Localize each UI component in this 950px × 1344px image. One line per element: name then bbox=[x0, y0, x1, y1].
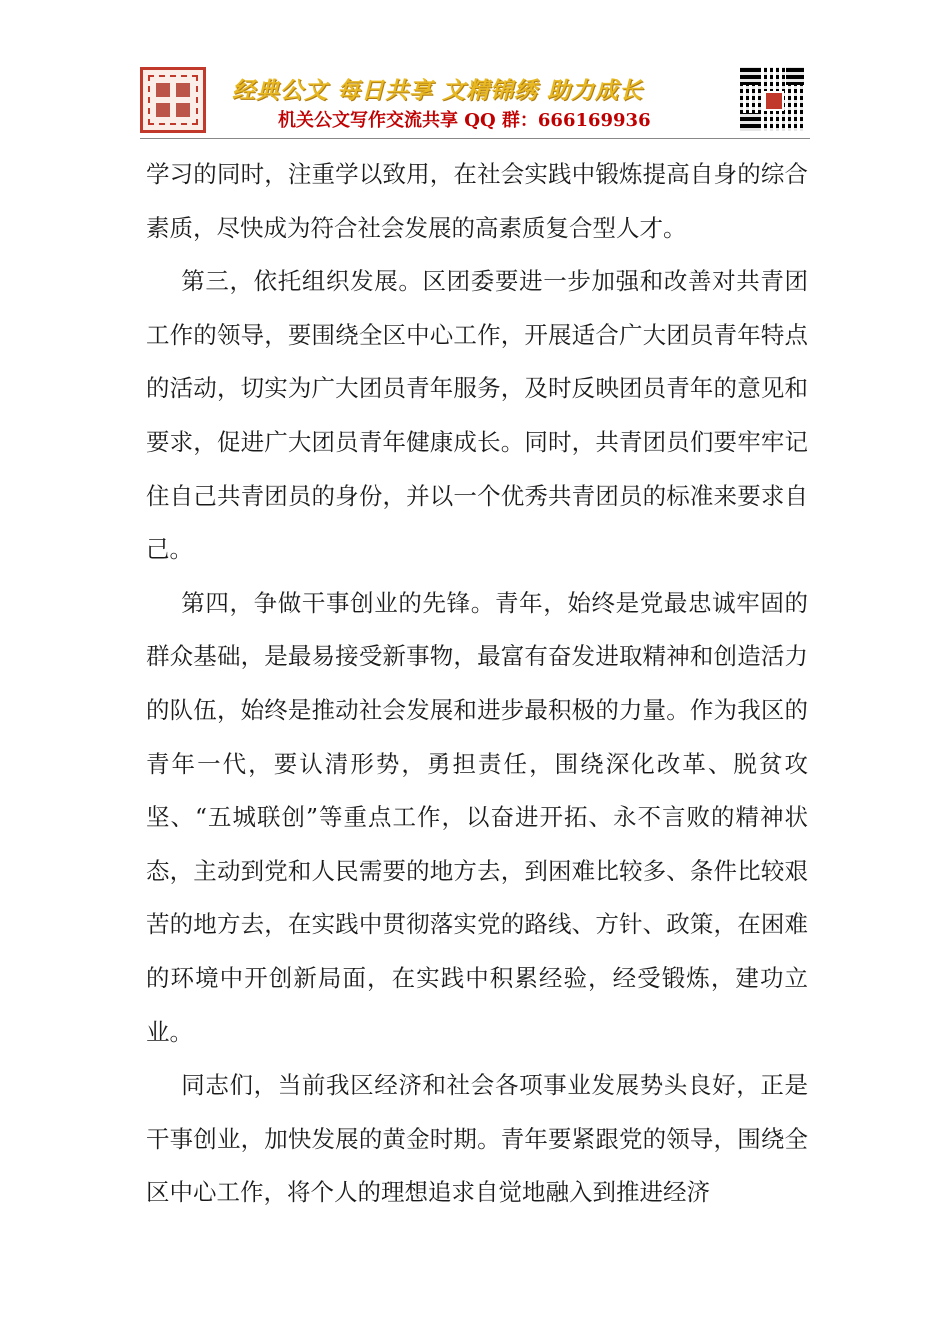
paragraph: 第三，依托组织发展。区团委要进一步加强和改善对共青团工作的领导，要围绕全区中心工作，开展适合广大团员青年特点的活动，切实为广大团员青年服务，及时反映团员青年的意见和要求，促进广大团员青年健康成长。同时，共青团员们要牢牢记住自己共青团员的身份，并以一个优秀共青团员的标准来要求自己。 bbox=[146, 267, 808, 564]
document-body bbox=[146, 148, 808, 1220]
paragraph: 第四，争做干事创业的先锋。青年，始终是党最忠诚牢固的群众基础，是最易接受新事物，最富有奋发进取精神和创造活力的队伍，始终是推动社会发展和进步最积极的力量。作为我区的青年一代，要认清形势，勇担责任，围绕深化改革、脱贫攻坚、“五城联创”等重点工作，以奋进开拓、永不言败的精神状态，主动到党和人民需要的地方去，到困难比较多、条件比较艰苦的地方去，在实践中贯彻落实党的路线、方针、政策，在困难的环境中开创新局面，在实践中积累经验，经受锻炼，建功立业。 bbox=[146, 588, 808, 1046]
logo-glyph-icon bbox=[156, 83, 190, 117]
paragraph: 同志们，当前我区经济和社会各项事业发展势头良好，正是干事创业，加快发展的黄金时期。青年要紧跟党的领导，围绕全区中心工作，将个人的理想追求自觉地融入到推进经济 bbox=[146, 1071, 808, 1207]
header-slogan: 经典公文 每日共享 文精锦绣 助力成长 bbox=[232, 78, 644, 104]
page-header bbox=[140, 62, 810, 136]
logo-seal bbox=[140, 67, 206, 133]
header-divider bbox=[140, 138, 810, 139]
qq-group-line: 机关公文写作交流共享 QQ 群：666169936 bbox=[278, 110, 651, 131]
paragraph: 学习的同时，注重学以致用，在社会实践中锻炼提高自身的综合素质，尽快成为符合社会发展的高素质复合型人才。 bbox=[146, 160, 808, 242]
qr-center-logo-icon bbox=[764, 91, 784, 111]
